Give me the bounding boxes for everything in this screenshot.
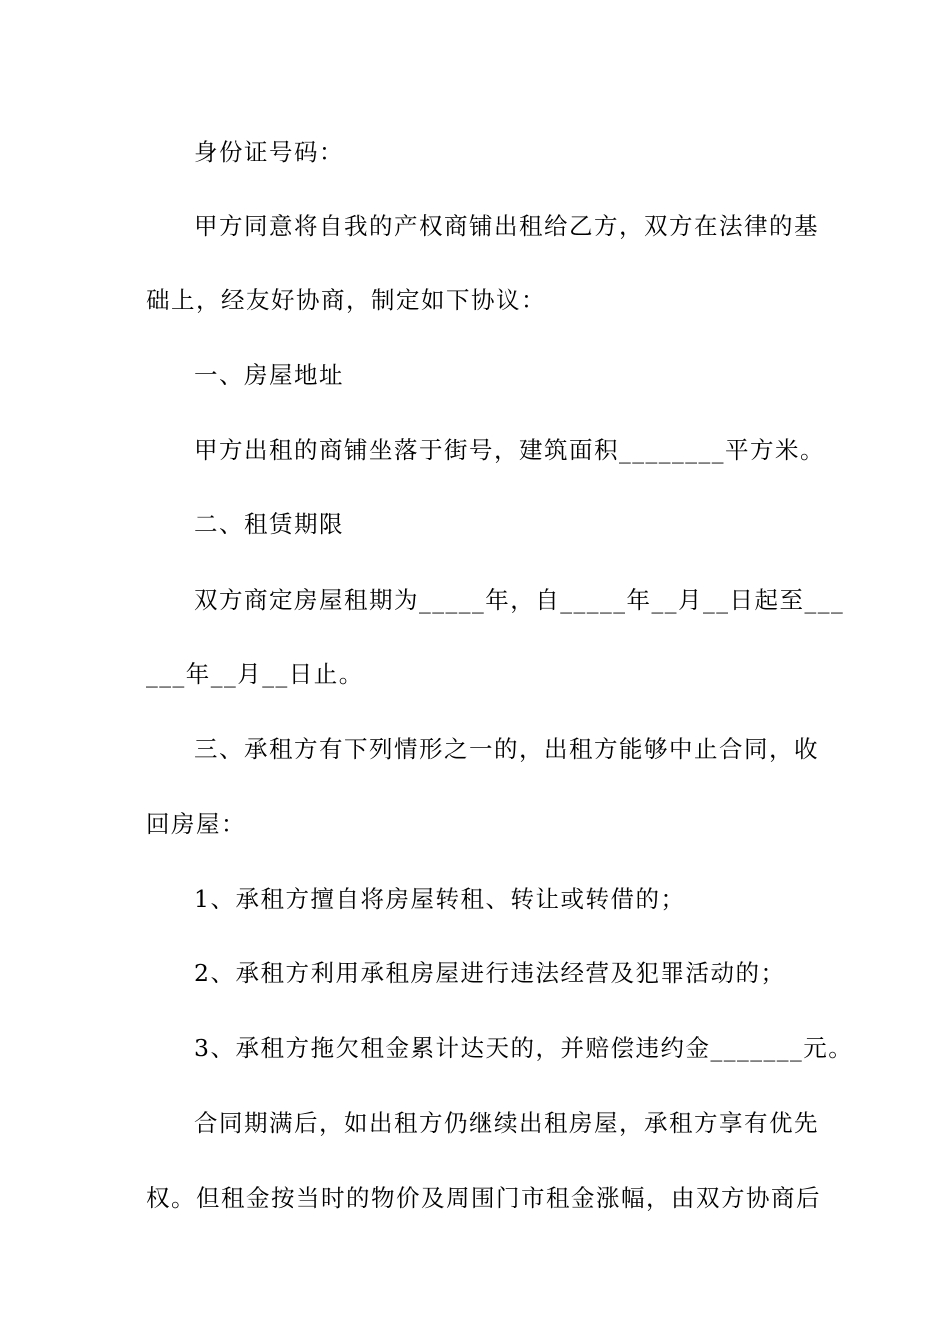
- section-3-heading-line-1: 三、承租方有下列情形之一的，出租方能够中止合同，收: [194, 735, 819, 763]
- list-item-1: 1、承租方擅自将房屋转租、转让或转借的；: [194, 885, 686, 913]
- intro-paragraph-line-1: 甲方同意将自我的产权商铺出租给乙方，双方在法律的基: [194, 212, 819, 240]
- renewal-paragraph-line-1: 合同期满后，如出租方仍继续出租房屋，承租方享有优先: [194, 1109, 819, 1137]
- section-3-heading-line-2: 回房屋：: [146, 810, 246, 838]
- section-1-heading: 一、房屋地址: [194, 361, 344, 389]
- list-item-2: 2、承租方利用承租房屋进行违法经营及犯罪活动的；: [194, 959, 786, 987]
- term-clause-line-2: ___年__月__日止。: [146, 660, 364, 688]
- address-clause-line: 甲方出租的商铺坐落于街号，建筑面积________平方米。: [194, 436, 825, 464]
- section-2-heading: 二、租赁期限: [194, 510, 344, 538]
- renewal-paragraph-line-2: 权。但租金按当时的物价及周围门市租金涨幅，由双方协商后: [146, 1184, 821, 1212]
- term-clause-line-1: 双方商定房屋租期为_____年，自_____年__月__日起至___: [194, 586, 845, 614]
- intro-paragraph-line-2: 础上，经友好协商，制定如下协议：: [146, 286, 546, 314]
- list-item-3: 3、承租方拖欠租金累计达天的，并赔偿违约金_______元。: [194, 1034, 854, 1062]
- id-number-line: 身份证号码：: [194, 138, 344, 166]
